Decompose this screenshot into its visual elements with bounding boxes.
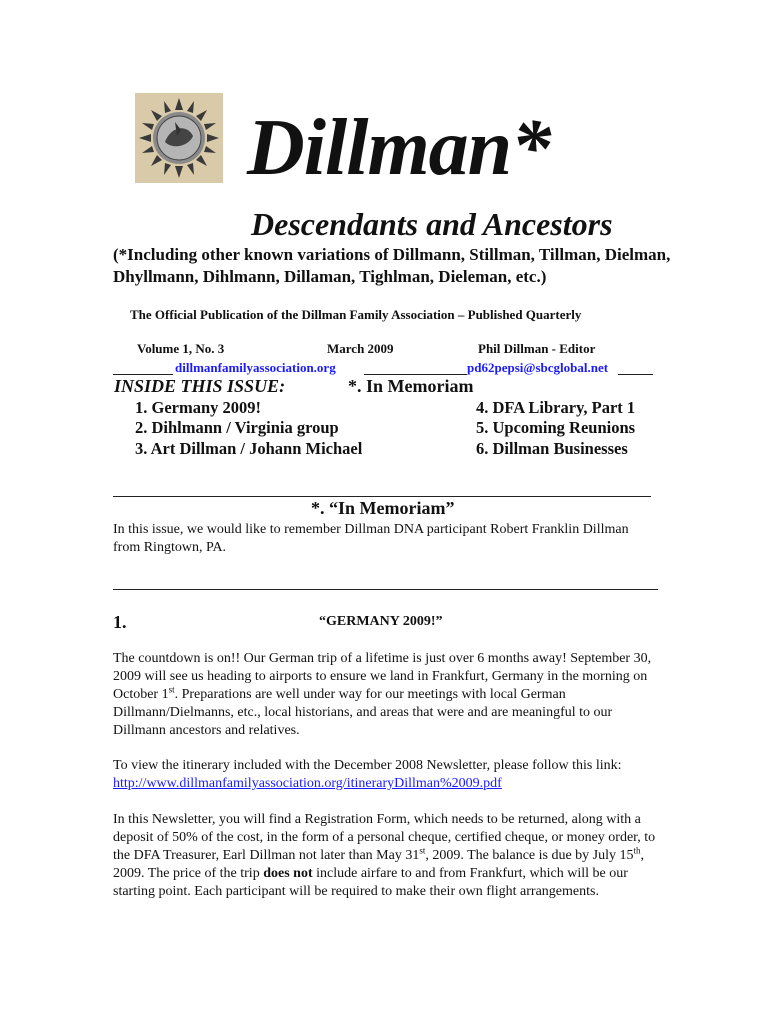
- sunburst-emblem-icon: [135, 93, 223, 183]
- germany-paragraph-3: In this Newsletter, you will find a Registration Form, which needs to be returned, along with a deposit of 50% of the cost, in the form of a personal cheque, certified cheque, or money order, to the DFA Treasurer, Earl Dillman not later than May 31st, 2009. The balance is due by July 15th, 2009. The price of the trip does not include airfare to and from Frankfurt, which will be our starting point. Each participant will be required to make their own flight arrangements.: [113, 812, 656, 899]
- divider: [364, 374, 467, 375]
- toc-label: INSIDE THIS ISSUE:: [114, 376, 286, 396]
- toc-memoriam: *. In Memoriam: [348, 376, 474, 396]
- section-number: 1.: [113, 612, 127, 632]
- itinerary-link[interactable]: http://www.dillmanfamilyassociation.org/itineraryDillman%2009.pdf: [113, 776, 502, 791]
- memoriam-heading: *. “In Memoriam”: [311, 498, 455, 518]
- toc-item: 6. Dillman Businesses: [476, 439, 628, 458]
- toc-item: 2. Dihlmann / Virginia group: [135, 418, 339, 437]
- editor-email-link[interactable]: pd62pepsi@sbcglobal.net: [467, 360, 609, 375]
- germany-paragraph-1: The countdown is on!! Our German trip of a lifetime is just over 6 months away! September 30, 2009 will see us heading to airports to ensure we land in Frankfurt, Germany in the morning on October 1st. Preparations are well under way for our meetings with local German Dillmann/Dielmanns, etc., local historians, and areas that were and are meaningful to our Dillmann ancestors and relatives.: [113, 651, 652, 738]
- name-variations: (*Including other known variations of Dillmann, Stillman, Tillman, Dielman, Dhyllmann, Dihlmann, Dillaman, Tighlman, Dieleman, etc.): [113, 245, 671, 286]
- toc-item: 5. Upcoming Reunions: [476, 418, 636, 437]
- divider: [113, 374, 173, 375]
- divider: [618, 374, 653, 375]
- section-title: “GERMANY 2009!”: [319, 614, 443, 629]
- publication-statement: The Official Publication of the Dillman Family Association – Published Quarterly: [130, 307, 582, 322]
- toc-item: 4. DFA Library, Part 1: [476, 398, 636, 417]
- editor-name: Phil Dillman - Editor: [478, 341, 596, 356]
- germany-paragraph-2: To view the itinerary included with the December 2008 Newsletter, please follow this link: http://www.dillmanfamilyassociation.org/itineraryDillman%2009.pdf: [113, 758, 622, 791]
- volume-number: Volume 1, No. 3: [137, 341, 225, 356]
- memoriam-text: In this issue, we would like to remember Dillman DNA participant Robert Franklin Dillman from Ringtown, PA.: [113, 522, 629, 555]
- association-logo: [135, 93, 223, 183]
- toc-item: 1. Germany 2009!: [135, 398, 262, 417]
- website-link[interactable]: dillmanfamilyassociation.org: [175, 360, 336, 375]
- divider: [113, 589, 658, 590]
- toc-item: 3. Art Dillman / Johann Michael: [135, 439, 363, 458]
- divider: [113, 496, 651, 497]
- newsletter-title: Dillman*: [247, 104, 551, 192]
- issue-date: March 2009: [327, 341, 394, 356]
- newsletter-subtitle: Descendants and Ancestors: [251, 206, 613, 242]
